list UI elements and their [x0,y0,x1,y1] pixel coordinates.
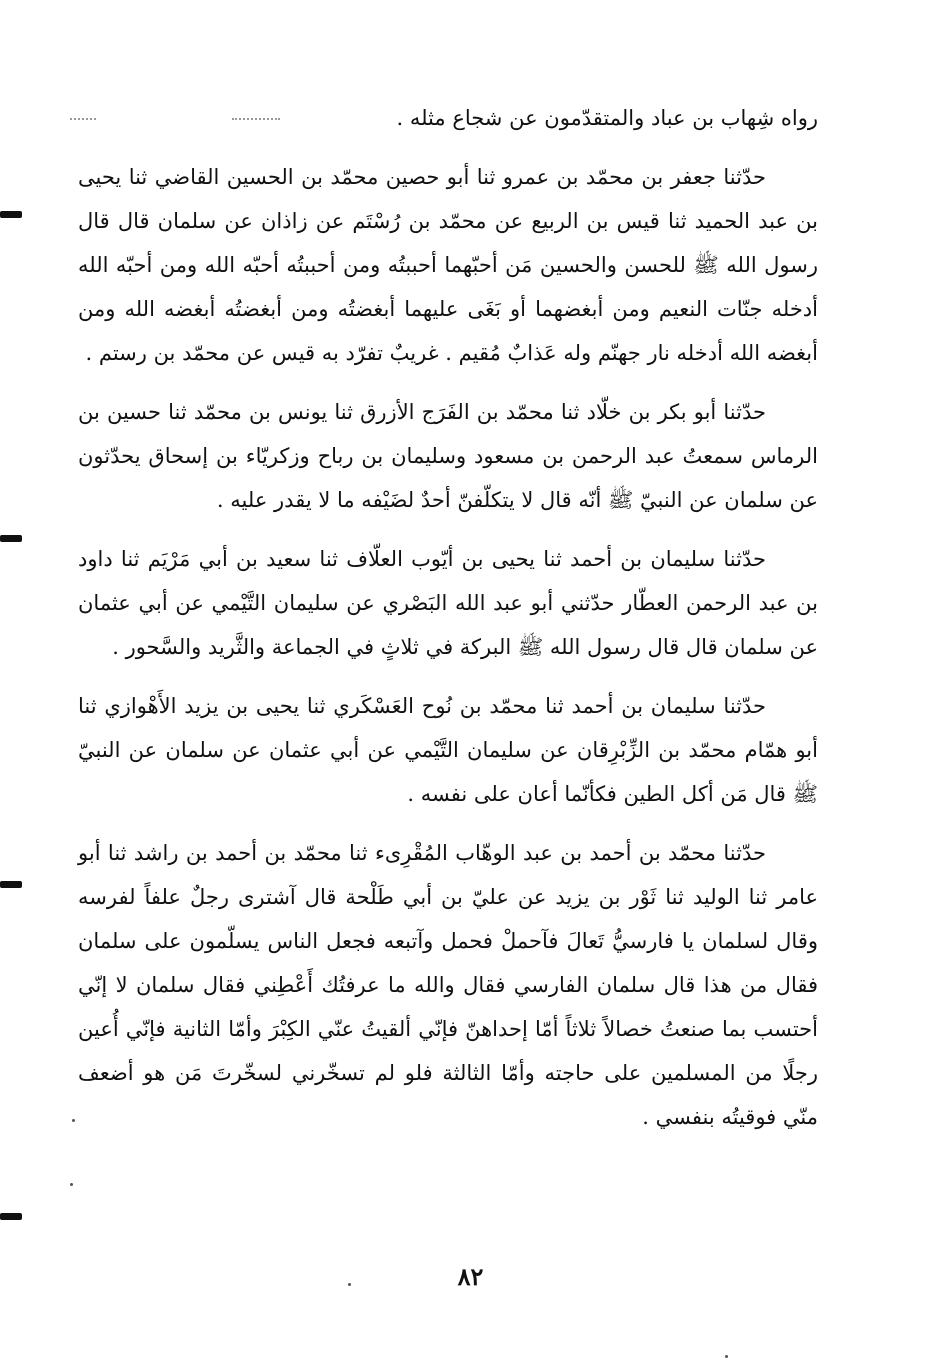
paragraph-narration-note: رواه شِهاب بن عباد والمتقدّمون عن شجاع مثله . [396,106,818,130]
binding-edge-mark [0,535,22,542]
paragraph-hadith-3: حدّثنا سليمان بن أحمد ثنا يحيى بن أيّوب العلّاف ثنا سعيد بن أبي مَرْيَم ثنا داود بن عبد الرحمن العطّار حدّثني أبو عبد الله البَصْري عن سليمان التَّيْمي عن أبي عثمان عن سلمان قال قال رسول الله ﷺ البركة في ثلاثٍ في الجماعة والثَّريد والسَّحور . [78,547,818,659]
binding-edge-mark [0,1213,22,1220]
scan-speck [72,1119,75,1122]
paragraph-hadith-4: حدّثنا سليمان بن أحمد ثنا محمّد بن نُوح العَسْكَري ثنا يحيى بن يزيد الأَهْوازي ثنا أبو همّام محمّد بن الزِّبْرِقان عن سليمان التَّيْمي عن أبي عثمان عن سلمان عن النبيّ ﷺ قال مَن أكل الطين فكأنّما أعان على نفسه . [78,694,818,806]
binding-edge-mark [0,881,22,888]
paragraph-hadith-1: حدّثنا جعفر بن محمّد بن عمرو ثنا أبو حصين محمّد بن الحسين القاضي ثنا يحيى بن عبد الحميد ثنا قيس بن الربيع عن محمّد بن رُسْتَم عن زاذان عن سلمان قال قال رسول الله ﷺ للحسن والحسين مَن أحبّهما أحببتُه ومن أحببتُه أحبّه الله ومن أحبّه الله أدخله جنّات النعيم ومن أبغضهما أو بَغَى عليهما أبغضتُه ومن أبغضتُه أبغضه الله ومن أبغضه الله أدخله نار جهنّم وله عَذابٌ مُقيم . غريبٌ تفرّد به قيس عن محمّد بن رستم . [78,165,818,365]
paragraph-hadith-5: حدّثنا محمّد بن أحمد بن عبد الوهّاب المُقْرِىء ثنا محمّد بن أحمد بن راشد ثنا أبو عامر ثنا الوليد ثنا ثَوْر بن يزيد عن عليّ بن أبي طَلْحة قال آشترى رجلٌ علفاً لفرسه وقال لسلمان يا فارسيُّ تَعالَ فآحملْ فحمل وآتبعه فجعل الناس يسلّمون على سلمان فقال من هذا قال سلمان الفارسي فقال والله ما عرفتُك أَعْطِني فقال سلمان لا إنّي أحتسب بما صنعتُ خصالاً ثلاثاً أمّا إحداهنّ فإنّي ألقيتُ عنّي الكِبْرَ وأمّا الثانية فإنّي أُعين رجلًا من المسلمين على حاجته وأمّا الثالثة فلو لم تسخّرني لسخّرتَ مَن هو أضعف منّي فوقيتُه بنفسي . [78,841,818,1129]
paragraph-hadith-2: حدّثنا أبو بكر بن خلّاد ثنا محمّد بن الفَرَج الأزرق ثنا يونس بن محمّد ثنا حسين بن الرماس سمعتُ عبد الرحمن بن مسعود وسليمان بن رباح وزكريّاء بن إسحاق يحدّثون عن سلمان عن النبيّ ﷺ أنّه قال لا يتكلّفنّ أحدٌ لضَيْفه ما لا يقدر عليه . [78,400,818,512]
body-text [78,96,818,1154]
page-number: ٨٢ [457,1262,484,1291]
scan-speck [70,1183,73,1186]
scan-speck [725,1355,728,1358]
binding-edge-mark [0,211,22,218]
